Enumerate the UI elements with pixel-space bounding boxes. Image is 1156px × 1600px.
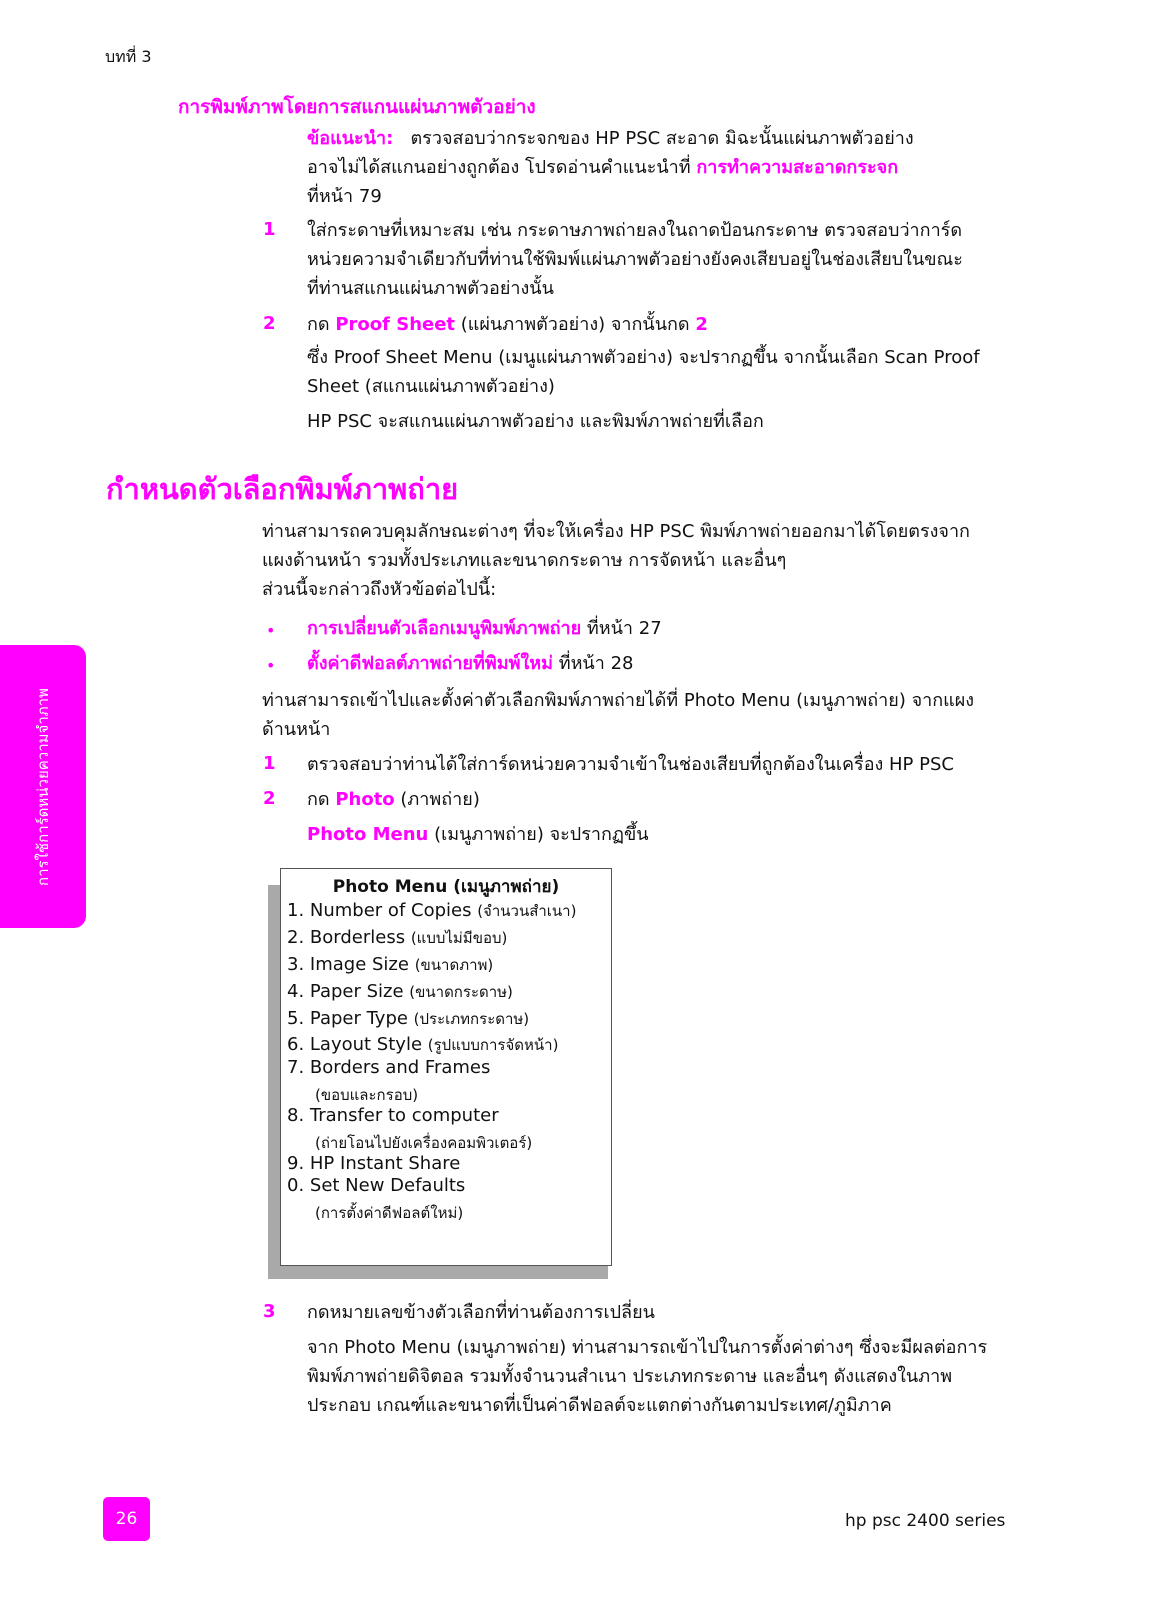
step-2-line: Sheet (สแกนแผ่นภาพตัวอย่าง) <box>307 376 555 397</box>
link-change-photo-menu-options[interactable]: การเปลี่ยนตัวเลือกเมนูพิมพ์ภาพถ่าย <box>307 618 582 639</box>
step-2-pre: กด <box>307 314 330 335</box>
step-1-insert-card: ตรวจสอบว่าท่านได้ใส่การ์ดหน่วยความจำเข้าในช่องเสียบที่ถูกต้องในเครื่อง HP PSC <box>307 754 954 775</box>
intro-line: แผงด้านหน้า รวมทั้งประเภทและขนาดกระดาษ การจัดหน้า และอื่นๆ <box>262 550 787 571</box>
intro-line: ท่านสามารถควบคุมลักษณะต่างๆ ที่จะให้เครื่อง HP PSC พิมพ์ภาพถ่ายออกมาได้โดยตรงจาก <box>262 521 970 542</box>
step-1-text <box>307 216 963 303</box>
product-name: hp psc 2400 series <box>845 1511 1006 1531</box>
menu-item-set-defaults-thai: (การตั้งค่าดีฟอลต์ใหม่) <box>315 1204 464 1222</box>
step-1-line: ใส่กระดาษที่เหมาะสม เช่น กระดาษภาพถ่ายลงในถาดป้อนกระดาษ ตรวจสอบว่าการ์ด <box>307 220 963 241</box>
menu-item-set-defaults: 0. Set New Defaults <box>287 1175 466 1196</box>
section-heading-print-options: กำหนดตัวเลือกพิมพ์ภาพถ่าย <box>106 472 459 506</box>
bullet-icon: • <box>266 621 276 640</box>
menu-item-layout-style: 6. Layout Style (รูปแบบการจัดหน้า) <box>287 1034 559 1055</box>
menu-item-paper-size: 4. Paper Size (ขนาดกระดาษ) <box>287 981 513 1002</box>
menu-item-transfer-thai: (ถ่ายโอนไปยังเครื่องคอมพิวเตอร์) <box>315 1134 533 1152</box>
proof-sheet-button-label: Proof Sheet <box>335 314 456 335</box>
bullet-page: ที่หน้า 28 <box>558 653 634 674</box>
step-3-text <box>307 1298 987 1420</box>
tip-label: ข้อแนะนำ: <box>307 128 394 149</box>
step-number: 3 <box>263 1301 276 1322</box>
step-2-press-photo <box>307 785 649 849</box>
tip-line-3: ที่หน้า 79 <box>307 186 382 207</box>
chapter-side-tab <box>0 645 86 928</box>
section-heading-proof-sheet: การพิมพ์ภาพโดยการสแกนแผ่นภาพตัวอย่าง <box>178 96 536 118</box>
menu-item-borderless: 2. Borderless (แบบไม่มีขอบ) <box>287 927 508 948</box>
intro-paragraph <box>262 517 970 604</box>
menu-item-instant-share: 9. HP Instant Share <box>287 1153 461 1174</box>
bullet-page: ที่หน้า 27 <box>586 618 662 639</box>
chapter-label: บทที่ 3 <box>105 47 152 66</box>
menu-item-borders-frames: 7. Borders and Frames <box>287 1057 491 1078</box>
step-pre: กด <box>307 789 330 810</box>
photo-menu-panel <box>280 868 612 1266</box>
bullet-item <box>307 649 633 678</box>
page-number: 26 <box>103 1497 150 1541</box>
step-2-line: ซึ่ง Proof Sheet Menu (เมนูแผ่นภาพตัวอย่าง) จะปรากฏขึ้น จากนั้นเลือก Scan Proof <box>307 347 980 368</box>
step-number: 1 <box>263 219 276 240</box>
bullet-item <box>307 614 662 643</box>
tip-line-2: อาจไม่ได้สแกนอย่างถูกต้อง โปรดอ่านคำแนะนำที่ <box>307 157 691 178</box>
step-3-line: กดหมายเลขข้างตัวเลือกที่ท่านต้องการเปลี่ยน <box>307 1302 655 1323</box>
menu-item-number-of-copies: 1. Number of Copies (จำนวนสำเนา) <box>287 900 577 921</box>
photo-menu-name: Photo Menu <box>307 824 429 845</box>
step-1-line: หน่วยความจำเดียวกับที่ท่านใช้พิมพ์แผ่นภาพตัวอย่างยังคงเสียบอยู่ในช่องเสียบในขณะ <box>307 249 963 270</box>
tip-link-clean-glass[interactable]: การทำความสะอาดกระจก <box>696 157 899 178</box>
menu-item-transfer: 8. Transfer to computer <box>287 1105 499 1126</box>
tip-line-1: ตรวจสอบว่ากระจกของ HP PSC สะอาด มิฉะนั้นแผ่นภาพตัวอย่าง <box>410 128 914 149</box>
menu-item-borders-frames-thai: (ขอบและกรอบ) <box>315 1086 419 1104</box>
step-3-line: จาก Photo Menu (เมนูภาพถ่าย) ท่านสามารถเข้าไปในการตั้งค่าต่างๆ ซึ่งจะมีผลต่อการ <box>307 1337 988 1358</box>
step-2-text <box>307 310 980 436</box>
step-number: 2 <box>263 788 276 809</box>
intro-line: ส่วนนี้จะกล่าวถึงหัวข้อต่อไปนี้: <box>262 579 497 600</box>
step-number: 1 <box>263 753 276 774</box>
step-3-line: ประกอบ เกณฑ์และขนาดที่เป็นค่าดีฟอลต์จะแตกต่างกันตามประเทศ/ภูมิภาค <box>307 1395 892 1416</box>
step-number: 2 <box>263 313 276 334</box>
bullet-icon: • <box>266 656 276 675</box>
menu-item-paper-type: 5. Paper Type (ประเภทกระดาษ) <box>287 1008 530 1029</box>
photo-menu-title: Photo Menu (เมนูภาพถ่าย) <box>332 877 560 897</box>
access-line: ด้านหน้า <box>262 719 331 740</box>
step-post: (ภาพถ่าย) <box>400 789 480 810</box>
tip-block <box>307 124 914 211</box>
step-1-line: ที่ท่านสแกนแผ่นภาพตัวอย่างนั้น <box>307 278 554 299</box>
link-set-new-defaults[interactable]: ตั้งค่าดีฟอลต์ภาพถ่ายที่พิมพ์ใหม่ <box>307 653 553 674</box>
step-3-line: พิมพ์ภาพถ่ายดิจิตอล รวมทั้งจำนวนสำเนา ประเภทกระดาษ และอื่นๆ ดังแสดงในภาพ <box>307 1366 953 1387</box>
access-paragraph <box>262 686 974 744</box>
side-tab-label: การใช้การ์ดหน่วยความจำภาพ <box>34 687 52 886</box>
step-2-line: HP PSC จะสแกนแผ่นภาพตัวอย่าง และพิมพ์ภาพถ่ายที่เลือก <box>307 411 764 432</box>
access-line: ท่านสามารถเข้าไปและตั้งค่าตัวเลือกพิมพ์ภาพถ่ายได้ที่ Photo Menu (เมนูภาพถ่าย) จากแผง <box>262 690 975 711</box>
step-menu-post: (เมนูภาพถ่าย) จะปรากฏขึ้น <box>434 824 649 845</box>
step-2-mid: (แผ่นภาพตัวอย่าง) จากนั้นกด <box>460 314 690 335</box>
photo-button-label: Photo <box>335 789 395 810</box>
button-2-label: 2 <box>695 314 708 335</box>
menu-item-image-size: 3. Image Size (ขนาดภาพ) <box>287 954 494 975</box>
